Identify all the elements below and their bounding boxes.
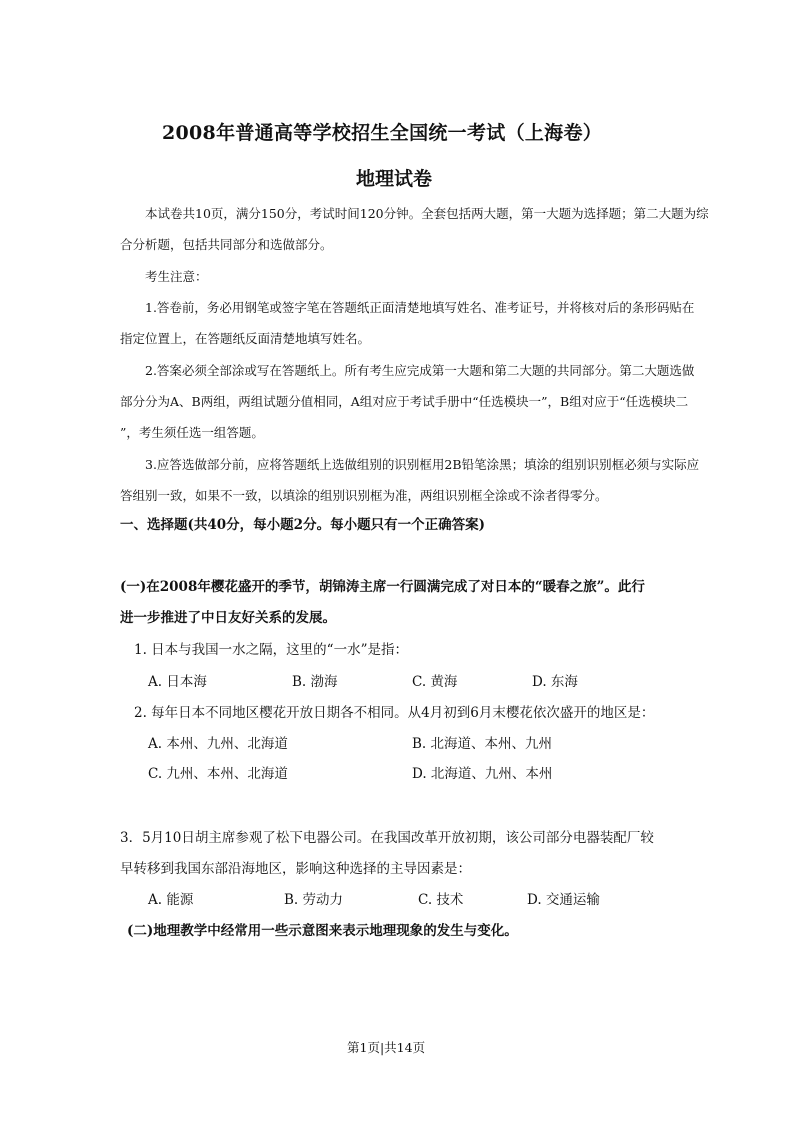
notice-3-line-1: 3.应答选做部分前，应将答题纸上选做组别的识别框用2B铅笔涂黑；填涂的组别识别框必须与实际应 (145, 457, 700, 472)
question-2-option-b: B. 北海道、本州、九州 (412, 736, 553, 752)
notice-1-line-1: 1.答卷前，务必用钢笔或签字笔在答题纸正面清楚地填写姓名、准考证号，并将核对后的条形码贴在 (145, 300, 695, 315)
question-3-stem-line-2: 早转移到我国东部沿海地区，影响这种选择的主导因素是： (120, 861, 471, 877)
question-2-option-c: C. 九州、本州、北海道 (148, 766, 288, 782)
question-1-stem: 1. 日本与我国一水之隔，这里的“一水”是指： (134, 642, 408, 658)
question-3-option-a: A. 能源 (148, 892, 194, 908)
page-footer: 第1页|共14页 (347, 1040, 426, 1055)
notice-heading: 考生注意： (145, 269, 208, 284)
question-1-option-a: A. 日本海 (148, 674, 207, 690)
group-1-line-1: (一)在2008年樱花盛开的季节，胡锦涛主席一行圆满完成了对日本的“暖春之旅”。此行 (120, 579, 645, 595)
intro-line-1: 本试卷共10页，满分150分，考试时间120分钟。全套包括两大题，第一大题为选择题；第二大题为综 (145, 206, 709, 221)
exam-title: 2008年普通高等学校招生全国统一考试（上海卷） (162, 122, 603, 144)
notice-2-line-1: 2.答案必须全部涂或写在答题纸上。所有考生应完成第一大题和第二大题的共同部分。第二大题选做 (145, 363, 695, 378)
notice-1-line-2: 指定位置上，在答题纸反面清楚地填写姓名。 (120, 331, 371, 346)
group-2-heading: (二)地理教学中经常用一些示意图来表示地理现象的发生与变化。 (127, 923, 518, 939)
question-1-option-d: D. 东海 (532, 674, 578, 690)
question-2-stem: 2. 每年日本不同地区樱花开放日期各不相同。从4月初到6月末樱花依次盛开的地区是： (134, 705, 655, 721)
question-3-option-c: C. 技术 (418, 892, 464, 908)
question-2-option-a: A. 本州、九州、北海道 (148, 736, 288, 752)
section-1-heading: 一、选择题(共40分，每小题2分。每小题只有一个正确答案) (120, 517, 485, 533)
exam-subtitle: 地理试卷 (356, 168, 433, 190)
notice-2-line-3: ”，考生须任选一组答题。 (120, 425, 264, 440)
notice-3-line-2: 答组别一致，如果不一致，以填涂的组别识别框为准，两组识别框全涂或不涂者得零分。 (120, 488, 608, 503)
question-3-option-b: B. 劳动力 (284, 892, 344, 908)
question-3-option-d: D. 交通运输 (527, 892, 600, 908)
group-1-line-2: 进一步推进了中日友好关系的发展。 (120, 610, 336, 626)
intro-line-2: 合分析题，包括共同部分和选做部分。 (120, 237, 333, 252)
question-3-stem-line-1: 3．5月10日胡主席参观了松下电器公司。在我国改革开放初期，该公司部分电器装配厂较 (120, 830, 654, 846)
question-2-option-d: D. 北海道、九州、本州 (412, 766, 553, 782)
notice-2-line-2: 部分分为A、B两组，两组试题分值相同，A组对应于考试手册中“任选模块一”，B组对应于“任选模块二 (120, 394, 689, 409)
question-1-option-c: C. 黄海 (412, 674, 458, 690)
question-1-option-b: B. 渤海 (292, 674, 338, 690)
